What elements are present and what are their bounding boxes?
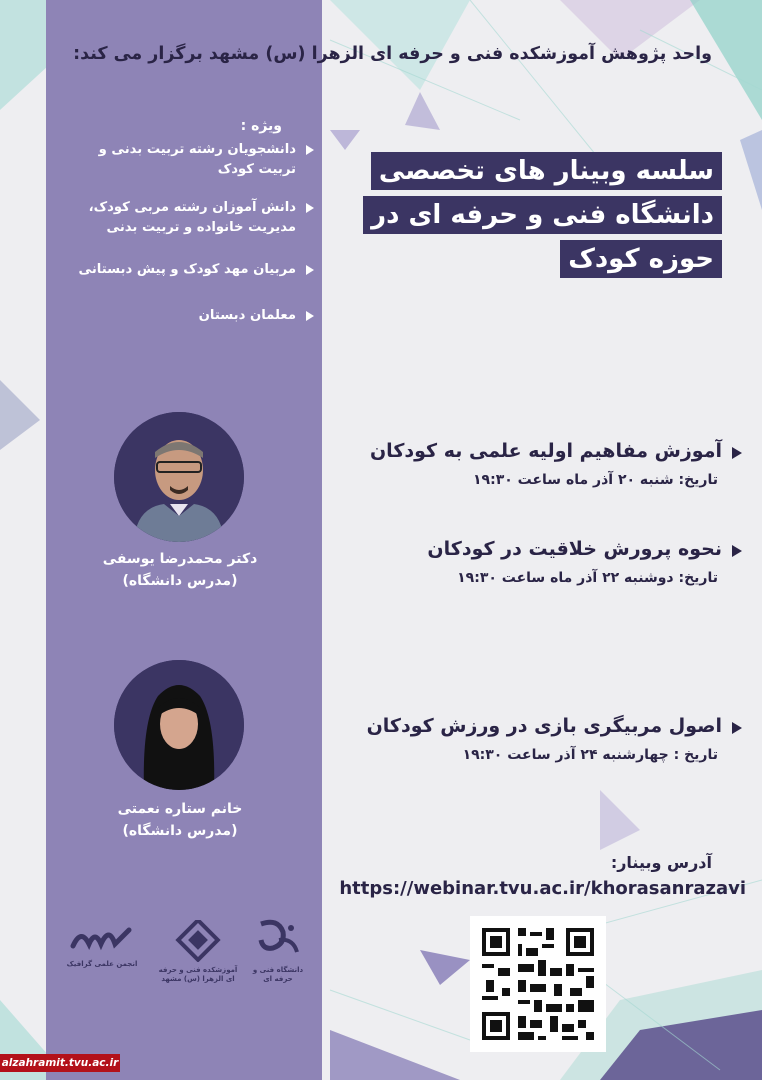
series-title [372, 152, 722, 284]
talk-title-label: اصول مربیگری بازی در ورزش کودکان [366, 715, 722, 737]
series-title-line: حوزه کودک [560, 240, 722, 278]
qr-code[interactable] [470, 916, 606, 1052]
speaker-avatar [114, 412, 244, 542]
speaker-role: (مدرس دانشگاه) [122, 823, 238, 839]
audience-item-label: مربیان مهد کودک و پیش دبستانی [78, 262, 296, 277]
talk-title [324, 440, 744, 462]
audience-item-label: دانشجویان رشته تربیت بدنی و تربیت کودک [98, 142, 296, 177]
bullet-triangle-icon [732, 447, 742, 459]
bullet-triangle-icon [306, 203, 314, 213]
talk-date: تاریخ: دوشنبه ۲۲ آذر ماه ساعت ۱۹:۳۰ [457, 570, 718, 586]
person-icon [114, 412, 244, 542]
talk-item [324, 440, 744, 488]
headline: واحد پژوهش آموزشکده فنی و حرفه ای الزهرا (س) مشهد برگزار می کند: [73, 44, 712, 64]
qr-code-icon [470, 916, 606, 1052]
talk-date: تاریخ : چهارشنبه ۲۴ آذر ساعت ۱۹:۳۰ [462, 747, 718, 763]
speaker-avatar [114, 660, 244, 790]
bullet-triangle-icon [732, 722, 742, 734]
university-logo-icon [253, 918, 303, 962]
audience-item [60, 306, 318, 326]
studio-logo [62, 922, 142, 969]
audience-item-label: معلمان دبستان [198, 308, 296, 323]
speaker-name [80, 548, 280, 592]
university-logo [248, 918, 308, 984]
speaker-name-text: خانم ستاره نعمتی [117, 801, 243, 817]
university-logo-text: دانشگاه فنی و حرفه ای [252, 966, 304, 983]
speaker-name [80, 798, 280, 842]
speaker-name-text: دکتر محمدرضا یوسفی [102, 551, 258, 567]
address-label: آدرس وبینار: [610, 853, 712, 872]
series-title-line: دانشگاه فنی و حرفه ای در [363, 196, 722, 234]
audience-item [60, 140, 318, 180]
bullet-triangle-icon [306, 265, 314, 275]
series-title-line: سلسه وبینار های تخصصی [371, 152, 722, 190]
talk-title [324, 715, 744, 737]
talk-item [324, 538, 744, 586]
bullet-triangle-icon [306, 145, 314, 155]
talk-date: تاریخ: شنبه ۲۰ آذر ماه ساعت ۱۹:۳۰ [473, 472, 718, 488]
talk-title-label: نحوه پرورش خلاقیت در کودکان [427, 538, 722, 560]
speaker-role: (مدرس دانشگاه) [122, 573, 238, 589]
footer-site-link[interactable]: alzahramit.tvu.ac.ir [0, 1054, 120, 1072]
school-logo-icon [174, 920, 222, 962]
bullet-triangle-icon [306, 311, 314, 321]
person-icon [114, 660, 244, 790]
audience-item [60, 260, 318, 280]
audience-item [60, 198, 318, 238]
audience-list [60, 118, 318, 326]
audience-item-label: دانش آموزان رشته مربی کودک، مدیریت خانواده و تربیت بدنی [88, 200, 296, 235]
studio-logo-icon [69, 922, 135, 956]
talk-title [324, 538, 744, 560]
talk-item [324, 715, 744, 763]
webinar-url-link[interactable]: https://webinar.tvu.ac.ir/khorasanrazavi [339, 878, 746, 899]
talk-title-label: آموزش مفاهیم اولیه علمی به کودکان [369, 440, 722, 462]
audience-title: ویژه : [240, 118, 282, 134]
bullet-triangle-icon [732, 545, 742, 557]
school-logo-text: آموزشکده فنی و حرفه ای الزهرا (س) مشهد [158, 966, 238, 983]
school-logo [158, 920, 238, 984]
studio-logo-text: انجمن علمی گرافیک [66, 960, 138, 968]
